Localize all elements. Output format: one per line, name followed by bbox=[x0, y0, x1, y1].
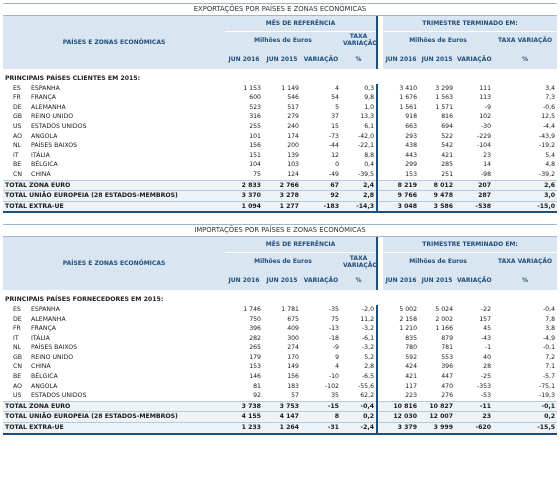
exports-col-variation: VARIAÇÃO bbox=[301, 49, 341, 69]
table-row: DE ALEMANHA 523 517 5 1,0 1 561 1 571 -9 -0,6 bbox=[13, 103, 556, 111]
imports-col-q-variation: VARIAÇÃO bbox=[455, 270, 493, 290]
exports-col-jun2015: JUN 2015 bbox=[263, 49, 301, 69]
table-row: US ESTADOS UNIDOS 255 240 15 6,1 663 694 -30 -4,4 bbox=[13, 122, 556, 130]
table-row: US ESTADOS UNIDOS 92 57 35 62,2 223 276 -53 -19,3 bbox=[3, 391, 557, 401]
total-row: TOTAL EXTRA-UE 1 233 1 264 -31 -2,4 3 379 3 999 -620 -15,5 bbox=[3, 423, 557, 434]
exports-col-pct: % bbox=[341, 49, 377, 69]
imports-col-q-pct: % bbox=[493, 270, 557, 290]
table-row: CN CHINA 153 149 4 2,8 424 396 28 7,1 bbox=[13, 363, 556, 371]
table-row: IT ITÁLIA 151 139 12 8,8 443 421 23 5,4 bbox=[13, 151, 556, 159]
table-row: AO ANGOLA 101 174 -73 -42,0 293 522 -229 -43,9 bbox=[13, 132, 556, 140]
table-row: AO ANGOLA 81 183 -102 -55,6 117 470 -353 -75,1 bbox=[13, 382, 556, 390]
exports-quarter-rate: TAXA VARIAÇÃO bbox=[493, 31, 557, 49]
table-row: FR FRANÇA 396 409 -13 -3,2 1 210 1 166 45 3,8 bbox=[13, 325, 556, 333]
total-row: TOTAL ZONA EURO 2 833 2 766 67 2,4 8 219 8 012 207 2,6 bbox=[3, 180, 557, 191]
imports-month-header: MÊS DE REFERÊNCIA bbox=[225, 237, 377, 252]
exports-region-header: PAÍSES E ZONAS ECONÓMICAS bbox=[3, 16, 225, 69]
total-row: TOTAL EXTRA-UE 1 094 1 277 -183 -14,3 3 048 3 586 -538 -15,0 bbox=[3, 201, 557, 212]
imports-month-millions: Milhões de Euros bbox=[225, 252, 341, 270]
imports-month-rate: TAXA VARIAÇÃO bbox=[341, 252, 377, 270]
table-row: BE BÉLGICA 146 156 -10 -6,5 421 447 -25 -5,7 bbox=[13, 373, 556, 381]
table-row: BE BÉLGICA 104 103 0 0,4 299 285 14 4,8 bbox=[13, 161, 556, 169]
total-row: TOTAL UNIÃO EUROPEIA (28 ESTADOS-MEMBROS) 3 370 3 278 92 2,8 9 766 9 478 287 3,0 bbox=[3, 191, 557, 202]
exports-month-millions: Milhões de Euros bbox=[225, 31, 341, 49]
table-row: IT ITÁLIA 282 300 -18 -6,1 835 879 -43 -4,9 bbox=[13, 334, 556, 342]
table-row: GB REINO UNIDO 316 279 37 13,3 918 816 102 12,5 bbox=[13, 113, 556, 121]
table-row: GB REINO UNIDO 179 170 9 5,2 592 553 40 7,2 bbox=[13, 353, 556, 361]
imports-quarter-header: TRIMESTRE TERMINADO EM: bbox=[383, 237, 557, 252]
exports-col-q-variation: VARIAÇÃO bbox=[455, 49, 493, 69]
imports-title: IMPORTAÇÕES POR PAÍSES E ZONAS ECONÓMICAS bbox=[3, 224, 557, 237]
imports-col-jun2015: JUN 2015 bbox=[263, 270, 301, 290]
trade-report bbox=[3, 3, 557, 435]
imports-col-q-jun2016: JUN 2016 bbox=[383, 270, 419, 290]
imports-col-variation: VARIAÇÃO bbox=[301, 270, 341, 290]
imports-col-pct: % bbox=[341, 270, 377, 290]
exports-table bbox=[3, 16, 557, 213]
imports-col-jun2016: JUN 2016 bbox=[225, 270, 263, 290]
exports-col-q-pct: % bbox=[493, 49, 557, 69]
table-row: ES ESPANHA 1 746 1 781 -35 -2,0 5 002 5 024 -22 -0,4 bbox=[13, 305, 556, 313]
exports-col-jun2016: JUN 2016 bbox=[225, 49, 263, 69]
table-row: NL PAÍSES BAIXOS 265 274 -9 -3,2 780 781 -1 -0,1 bbox=[13, 344, 556, 352]
total-row: TOTAL UNIÃO EUROPEIA (28 ESTADOS-MEMBROS) 4 155 4 147 8 0,2 12 030 12 007 23 0,2 bbox=[3, 412, 557, 423]
imports-region-header: PAÍSES E ZONAS ECONÓMICAS bbox=[3, 237, 225, 290]
imports-quarter-rate: TAXA VARIAÇÃO bbox=[493, 252, 557, 270]
exports-quarter-millions: Milhões de Euros bbox=[383, 31, 493, 49]
exports-month-header: MÊS DE REFERÊNCIA bbox=[225, 16, 377, 31]
table-row: NL PAÍSES BAIXOS 156 200 -44 -22,1 438 542 -104 -19,2 bbox=[13, 142, 556, 150]
exports-col-q-jun2016: JUN 2016 bbox=[383, 49, 419, 69]
exports-month-rate: TAXA VARIAÇÃO bbox=[341, 31, 377, 49]
exports-quarter-header: TRIMESTRE TERMINADO EM: bbox=[383, 16, 557, 31]
exports-title: EXPORTAÇÕES POR PAÍSES E ZONAS ECONÓMICAS bbox=[3, 3, 557, 16]
imports-category: PRINCIPAIS PAÍSES FORNECEDORES EM 2015: bbox=[5, 296, 164, 304]
table-row: DE ALEMANHA 750 675 75 11,2 2 158 2 002 157 7,8 bbox=[13, 315, 556, 323]
table-row: ES ESPANHA 1 153 1 149 4 0,3 3 410 3 299 111 3,4 bbox=[13, 84, 556, 92]
total-row: TOTAL ZONA EURO 3 738 3 753 -15 -0,4 10 816 10 827 -11 -0,1 bbox=[3, 401, 557, 412]
imports-quarter-millions: Milhões de Euros bbox=[383, 252, 493, 270]
imports-col-q-jun2015: JUN 2015 bbox=[419, 270, 455, 290]
table-row: FR FRANÇA 600 546 54 9,8 1 676 1 563 113 7,3 bbox=[13, 94, 556, 102]
table-row: CN CHINA 75 124 -49 -39,5 153 251 -98 -39,2 bbox=[3, 170, 557, 180]
imports-table bbox=[3, 237, 557, 434]
exports-col-q-jun2015: JUN 2015 bbox=[419, 49, 455, 69]
exports-category: PRINCIPAIS PAÍSES CLIENTES EM 2015: bbox=[5, 75, 141, 82]
